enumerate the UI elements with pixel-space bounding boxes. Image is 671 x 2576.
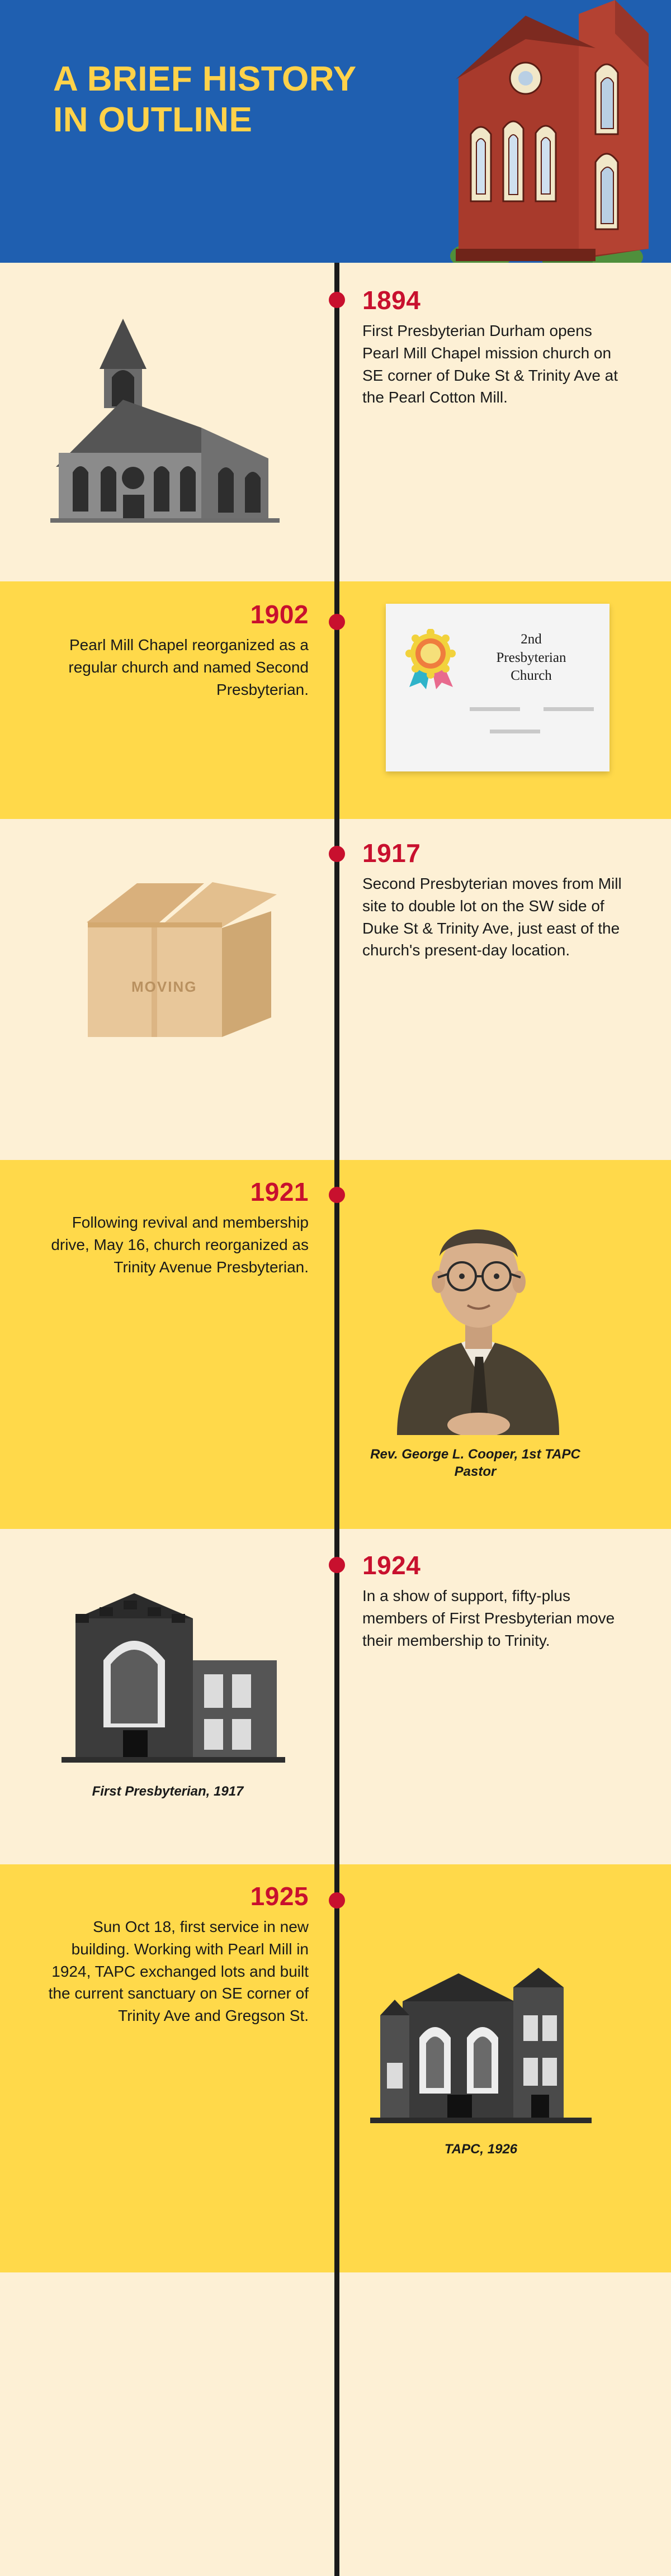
certificate-line-1: 2nd: [521, 632, 542, 647]
entry-year: 1925: [250, 1882, 309, 1911]
cardboard-moving-box-illustration: [53, 850, 288, 1073]
entry-description: Pearl Mill Chapel reorganized as a regular church and named Second Presbyterian.: [68, 636, 309, 698]
tapc-building-photo: [363, 1948, 598, 2158]
entry-description: Second Presbyterian moves from Mill site to double lot on the SW side of Duke St & Trinity Ave, just east of the church's present-day location.: [362, 875, 622, 959]
pastor-portrait-photo: [363, 1172, 587, 1480]
award-seal-icon: [401, 629, 462, 689]
first-presbyterian-building-photo: [45, 1562, 291, 1800]
header-banner: [0, 0, 671, 263]
entry-description: Following revival and membership drive, May 16, church reorganized as Trinity Avenue Presbyterian.: [51, 1214, 309, 1276]
timeline-dot: [329, 846, 345, 862]
timeline-dot: [329, 292, 345, 308]
certificate-rule: [544, 707, 594, 711]
image-caption: Rev. George L. Cooper, 1st TAPC Pastor: [370, 1447, 580, 1480]
entry-text-block: [46, 1177, 309, 1278]
image-caption: TAPC, 1926: [444, 2142, 518, 2157]
certificate-rule: [490, 730, 540, 733]
entry-year: 1917: [362, 839, 421, 868]
certificate-rule: [470, 707, 520, 711]
entry-description: In a show of support, fifty-plus members of First Presbyterian move their membership to Trinity.: [362, 1587, 615, 1649]
certificate-line-2: Presbyterian: [496, 650, 566, 665]
entry-text-block: [46, 1881, 309, 2027]
entry-description: Sun Oct 18, first service in new building. Working with Pearl Mill in 1924, TAPC exchanged lots and built the current sanctuary on SE corner of Trinity Ave and Gregson St.: [48, 1918, 309, 2024]
entry-description: First Presbyterian Durham opens Pearl Mill Chapel mission church on SE corner of Duke St & Trinity Ave at the Pearl Cotton Mill.: [362, 322, 618, 406]
brick-church-illustration: [425, 0, 660, 263]
entry-year: 1894: [362, 286, 421, 315]
entry-text-block: [362, 285, 625, 409]
certificate-text: [470, 631, 593, 685]
certificate-line-3: Church: [511, 668, 552, 683]
entry-text-block: [362, 838, 625, 962]
image-caption: First Presbyterian, 1917: [92, 1784, 244, 1799]
timeline-spine: [334, 263, 339, 2576]
entry-year: 1921: [250, 1177, 309, 1206]
timeline-dot: [329, 1557, 345, 1573]
page-title-line1: A BRIEF HISTORY: [53, 60, 357, 98]
timeline-dot: [329, 1187, 345, 1203]
timeline-dot: [329, 614, 345, 630]
certificate-card: [386, 604, 609, 771]
moving-box-label: MOVING: [131, 978, 197, 995]
page-title-line2: IN OUTLINE: [53, 101, 253, 140]
entry-year: 1902: [250, 600, 309, 629]
entry-year: 1924: [362, 1551, 421, 1580]
entry-text-block: [46, 599, 309, 700]
page-title: [53, 59, 400, 140]
entry-text-block: [362, 1550, 625, 1651]
old-wooden-chapel-illustration: [34, 310, 296, 534]
timeline-dot: [329, 1892, 345, 1909]
